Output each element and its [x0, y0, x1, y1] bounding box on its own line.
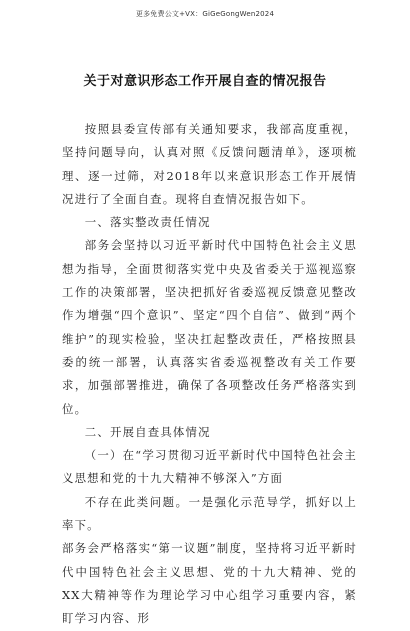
document-title: 关于对意识形态工作开展自查的情况报告: [83, 74, 327, 89]
section-heading-1: 一、落实整改责任情况: [84, 215, 211, 230]
paragraph-section-1: 部务会坚持以习近平新时代中国特色社会主义思想为指导，全面贯彻落实党中央及省委关于巡视巡察工作的决策部署，坚决把抓好省委巡视反馈意见整改作为增强“四个意识”、坚定“四个自信”、做到“两个维护”的现实检验，坚决扛起整改责任，严格按照县委的统一部署，认真落实省委巡视整改有关工作要求，加强部署推进，确保了各项整改任务严格落实到位。: [62, 238, 357, 416]
header-note: 更多免费公文+VX：GiGeGongWen2024: [135, 10, 275, 18]
subsection-heading-1: （一）在“学习贯彻习近平新时代中国特色社会主义思想和党的十九大精神不够深入”方面: [62, 448, 357, 486]
paragraph-continued: 部务会严格落实“第一议题”制度，坚持将习近平新时代中国特色社会主义思想、党的十九大精神、党的XX大精神等作为理论学习中心组学习重要内容，紧盯学习内容、形: [62, 541, 357, 626]
paragraph-intro: 按照县委宣传部有关通知要求，我部高度重视，坚持问题导向，认真对照《反馈问题清单》，逐项梳理、逐一过筛，对2018年以来意识形态工作开展情况进行了全面自查。现将自查情况报告如下。: [62, 122, 357, 206]
document-body: [62, 118, 357, 631]
section-heading-2: 二、开展自查具体情况: [84, 424, 211, 439]
paragraph-subsection-1: 不存在此类问题。一是强化示范导学，抓好以上率下。: [62, 494, 357, 533]
